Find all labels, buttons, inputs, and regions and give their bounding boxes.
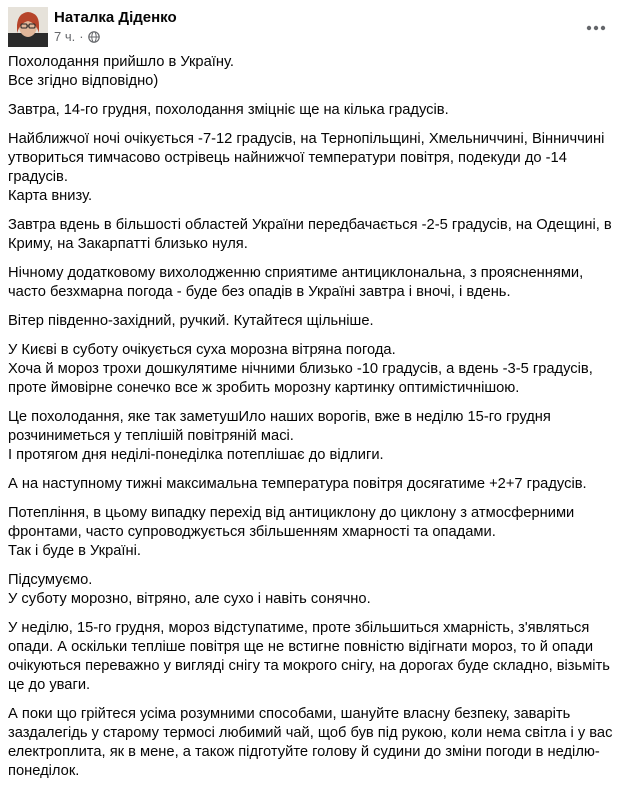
- post-paragraph: Завтра, 14-го грудня, похолодання зміцніє ще на кілька градусів.: [8, 102, 449, 118]
- post-time[interactable]: 7 ч.: [54, 29, 76, 44]
- post-text: [8, 53, 616, 791]
- meta-separator: ·: [79, 29, 84, 44]
- post-meta: [54, 29, 100, 44]
- post-paragraph: Нічному додатковому вихолодженню сприятиме антициклональна, з проясненнями, часто безхмарна погода - буде без опадів в Україні завтра і вночі, і вдень.: [8, 265, 588, 300]
- post-paragraph: Вітер південно-західний, ручкий. Кутайтеся щільніше.: [8, 313, 374, 329]
- avatar-photo: [8, 7, 48, 47]
- post-paragraph: Це похолодання, яке так заметушИло наших ворогів, вже в неділю 15-го грудня розчиниметься у теплішій повітряній масі. І протягом дня неділі-понеділка потеплішає до відлиги.: [8, 409, 551, 463]
- post-paragraph: А на наступному тижні максимальна температура повітря досягатиме +2+7 градусів.: [8, 476, 587, 492]
- more-horizontal-icon: [586, 18, 606, 36]
- avatar[interactable]: [8, 7, 48, 47]
- post-header: [8, 7, 614, 47]
- post-paragraph: Найближчої ночі очікується -7-12 градусів, на Тернопільщині, Хмельниччині, Вінниччині утвориться тимчасово острівець найнижчої температури повітря, подекуди до -14 градусів. Карта внизу.: [8, 131, 605, 204]
- post-paragraph: Завтра вдень в більшості областей України передбачається -2-5 градусів, на Одещині, в Криму, на Закарпатті близько нуля.: [8, 217, 616, 252]
- post-paragraph: Підсумуємо. У суботу морозно, вітряно, але сухо і навіть сонячно.: [8, 572, 371, 607]
- post-paragraph: У неділю, 15-го грудня, мороз відступатиме, проте збільшиться хмарність, з'являться опади. А оскільки тепліше повітря ще не встигне повністю відігнати мороз, то й опади очікуються переважно у вигляді снігу та мокрого снігу, на дорогах буде складно, візьміть це до уваги.: [8, 620, 615, 693]
- post-paragraph: У Києві в суботу очікується суха морозна вітряна погода. Хоча й мороз трохи дошкулятиме нічними близько -10 градусів, а вдень -3-5 градусів, проте ймовірне сонечко все ж зробить морозну картинку оптимістичнішою.: [8, 342, 593, 396]
- globe-icon: [88, 31, 100, 43]
- more-options-button[interactable]: [578, 9, 614, 45]
- author-name[interactable]: Наталка Діденко: [54, 9, 177, 26]
- post-paragraph: А поки що грійтеся усіма розумними способами, шануйте власну безпеку, заваріть заздалегідь у старому термосі любимий чай, щоб був під рукою, коли нема світла і у вас електроплита, як в мене, а також підготуйте голову й судини до зміни погоди в неділю-понеділок.: [8, 706, 617, 779]
- post-paragraph: Похолодання прийшло в Україну. Все згідно відповідно): [8, 54, 234, 89]
- post-paragraph: Потепління, в цьому випадку перехід від антициклону до циклону з атмосферними фронтами, часто супроводжується збільшенням хмарності та опадами. Так і буде в Україні.: [8, 505, 575, 559]
